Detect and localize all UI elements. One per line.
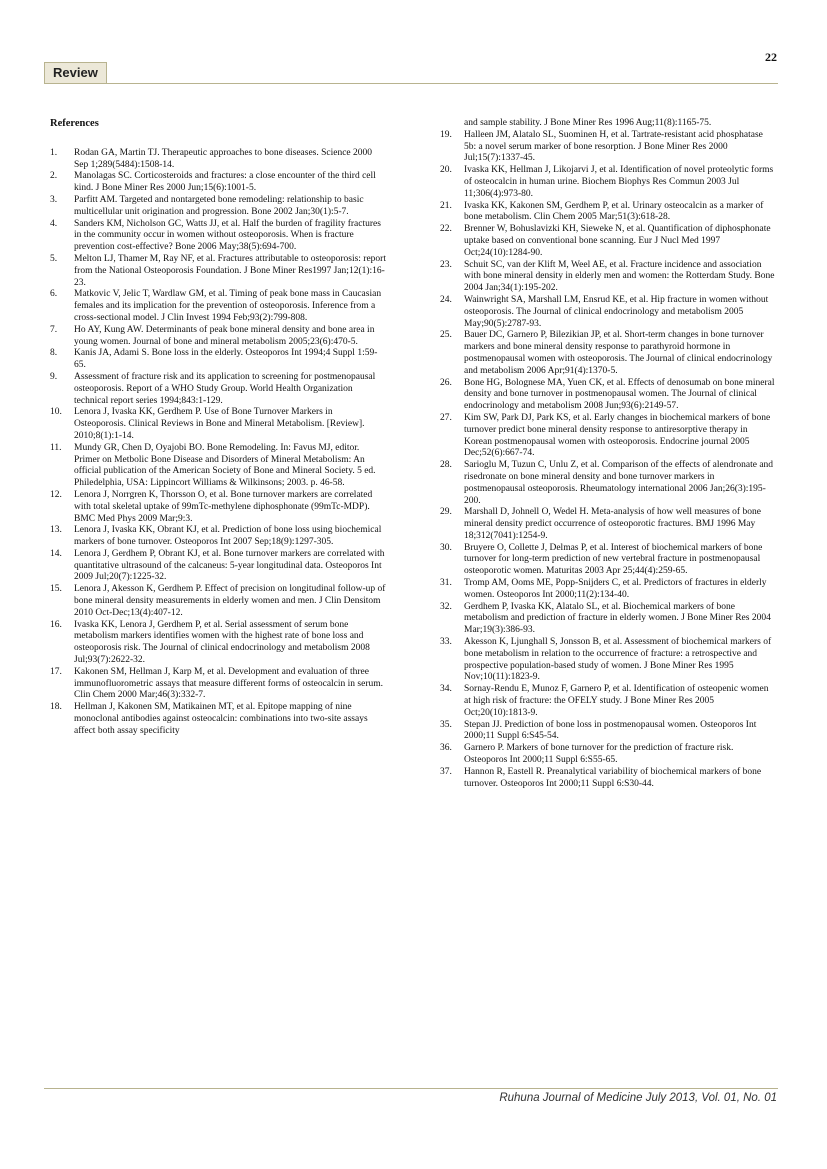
reference-number: 31.: [440, 578, 452, 589]
reference-text: Ivaska KK, Hellman J, Likojarvi J, et al. Identification of novel proteolytic forms of osteocalcin in human urine. Biochem Biophys Res Commun 2003 Jul 11;306(4):973-80.: [464, 165, 774, 199]
reference-number: 7.: [50, 324, 58, 335]
reference-text: Lenora J, Gerdhem P, Obrant KJ, et al. Bone turnover markers are correlated with quantitative ultrasound of the calcaneus: 5-year longitudinal data. Osteoporos Int 2009 Jul;20(7):1225-32.: [74, 548, 385, 583]
reference-item: [440, 224, 776, 259]
reference-text: Mundy GR, Chen D, Oyajobi BO. Bone Remodeling. In: Favus MJ, editor. Primer on Metbolic Bone Disease and Disorders of Mineral Metabolism: An official publication of the American Society of Bone and Mineral Society. 5 ed. Philedelphia, USA: Lippincort Williams & Wilkinsons; 2003. p. 46-58.: [74, 442, 376, 489]
reference-number: 6.: [50, 289, 58, 300]
reference-number: 8.: [50, 348, 58, 359]
reference-text: Sornay-Rendu E, Munoz F, Garnero P, et al. Identification of osteopenic women at high risk of fracture: the OFELY study. J Bone Miner Res 2005 Oct;20(10):1813-9.: [464, 684, 769, 718]
reference-text: Akesson K, Ljunghall S, Jonsson B, et al. Assessment of biochemical markers of bone metabolism in relation to the occurrence of fracture: a retrospective and prospective population-based study of women. J Bone Miner Res 1995 Nov;10(11):1823-9.: [464, 637, 772, 683]
reference-item: [50, 584, 386, 619]
left-column: [50, 118, 386, 738]
reference-item: [440, 767, 776, 791]
reference-number: 19.: [440, 129, 452, 140]
reference-text: Tromp AM, Ooms ME, Popp-Snijders C, et al. Predictors of fractures in elderly women. Osteoporos Int 2000;11(2):134-40.: [464, 578, 767, 600]
reference-item: [440, 602, 776, 637]
reference-number: 21.: [440, 200, 452, 211]
reference-item: [440, 330, 776, 377]
reference-list-left: [50, 148, 386, 738]
reference-item: [50, 254, 386, 289]
reference-number: 18.: [50, 702, 62, 713]
reference-number: 15.: [50, 584, 62, 595]
reference-text: Bauer DC, Garnero P, Bilezikian JP, et al. Short-term changes in bone turnover markers and bone mineral density response to parathyroid hormone in postmenopausal women with osteoporosis. The Journal of clinical endocrinology and metabolism 2006 Apr;91(4):1370-5.: [464, 330, 773, 376]
page-number: 22: [765, 50, 777, 64]
reference-text: Sarioglu M, Tuzun C, Unlu Z, et al. Comparison of the effects of alendronate and risedronate on bone mineral density and bone turnover markers in postmenopausal osteoporosis. Rheumatology international 2006 Jan;26(3):195-200.: [464, 460, 774, 506]
reference-number: 17.: [50, 666, 62, 677]
reference-text: Hannon R, Eastell R. Preanalytical variability of biochemical markers of bone turnover. Osteoporos Int 2000;11 Suppl 6:S30-44.: [464, 766, 762, 789]
reference-number: 37.: [440, 766, 452, 777]
reference-number: 34.: [440, 684, 452, 695]
reference-number: 3.: [50, 194, 58, 205]
reference-text: Manolagas SC. Corticosteroids and fractures: a close encounter of the third cell kind. J Bone Miner Res 2000 Jun;15(6):1001-5.: [74, 171, 376, 194]
reference-item: [50, 289, 386, 324]
journal-footer: Ruhuna Journal of Medicine July 2013, Vol. 01, No. 01: [499, 1092, 777, 1104]
reference-list-right: [440, 130, 776, 791]
reference-text: Kim SW, Park DJ, Park KS, et al. Early changes in biochemical markers of bone turnover predict bone mineral density response to antiresorptive therapy in Korean postmenopausal women with osteoporosis. Endocrine journal 2005 Dec;52(6):667-74.: [464, 412, 771, 459]
reference-item: [50, 443, 386, 490]
reference-number: 20.: [440, 165, 452, 176]
reference-continuation: and sample stability. J Bone Miner Res 1996 Aug;11(8):1165-75.: [464, 118, 712, 128]
reference-number: 12.: [50, 489, 62, 500]
reference-number: 36.: [440, 743, 452, 754]
reference-item: [440, 165, 776, 200]
reference-text: Sanders KM, Nicholson GC, Watts JJ, et al. Half the burden of fragility fractures in the community occur in women without osteoporosis. When is fracture prevention cost-effective? Bone 2006 May;38(5):694-700.: [74, 218, 381, 253]
footer-divider: [44, 1088, 778, 1089]
reference-item: [50, 171, 386, 195]
reference-item: [440, 507, 776, 542]
reference-item: [50, 407, 386, 442]
reference-number: 9.: [50, 371, 58, 382]
section-tag: Review: [44, 62, 107, 84]
reference-text: Schuit SC, van der Klift M, Weel AE, et al. Fracture incidence and association with bone mineral density in elderly men and women: the Rotterdam Study. Bone 2004 Jan;34(1):195-202.: [464, 259, 775, 294]
reference-text: Garnero P. Markers of bone turnover for the prediction of fracture risk. Osteoporos Int 2000;11 Suppl 6:S55-65.: [464, 743, 734, 766]
reference-text: Stepan JJ. Prediction of bone loss in postmenopausal women. Osteoporos Int 2000;11 Suppl 6:S45-54.: [464, 719, 757, 742]
reference-item: [50, 325, 386, 349]
reference-text: Parfitt AM. Targeted and nontargeted bone remodeling: relationship to basic multicellular unit origination and progression. Bone 2002 Jan;30(1):5-7.: [74, 194, 364, 217]
reference-number: 30.: [440, 542, 452, 553]
reference-text: Lenora J, Norrgren K, Thorsson O, et al. Bone turnover markers are correlated with total skeletal uptake of 99mTc-methylene diphosphonate (99mTc-MDP). BMC Med Phys 2009 Mar;9:3.: [74, 489, 373, 524]
reference-item: [440, 720, 776, 744]
reference-text: Bone HG, Bolognese MA, Yuen CK, et al. Effects of denosumab on bone mineral density and bone turnover in postmenopausal women. The Journal of clinical endocrinology and metabolism 2008 Jun;93(6):2149-57.: [464, 377, 775, 412]
reference-item: [50, 525, 386, 549]
reference-number: 13.: [50, 525, 62, 536]
reference-text: Marshall D, Johnell O, Wedel H. Meta-analysis of how well measures of bone mineral density predict occurrence of osteoporotic fractures. BMJ 1996 May 18;312(7041):1254-9.: [464, 507, 761, 541]
right-column: [440, 118, 776, 790]
reference-item: [440, 378, 776, 413]
reference-item: [440, 578, 776, 602]
reference-number: 11.: [50, 442, 62, 453]
reference-item: [440, 413, 776, 460]
header-divider: [44, 83, 778, 84]
reference-number: 14.: [50, 548, 62, 559]
reference-text: Lenora J, Akesson K, Gerdhem P. Effect of precision on longitudinal follow-up of bone mineral density measurements in elderly women and men. J Clin Densitom 2010 Oct-Dec;13(4):407-12.: [74, 584, 386, 618]
reference-item: [50, 490, 386, 525]
reference-item: [50, 667, 386, 702]
reference-text: Lenora J, Ivaska KK, Obrant KJ, et al. Prediction of bone loss using biochemical markers of bone turnover. Osteoporos Int 2007 Sep;18(9):1297-305.: [74, 525, 382, 548]
reference-text: Lenora J, Ivaska KK, Gerdhem P. Use of Bone Turnover Markers in Osteoporosis. Clinical Reviews in Bone and Mineral Metabolism. [Review]. 2010;8(1):1-14.: [74, 407, 365, 441]
reference-item: [50, 372, 386, 407]
reference-text: Kanis JA, Adami S. Bone loss in the elderly. Osteoporos Int 1994;4 Suppl 1:59-65.: [74, 348, 378, 371]
reference-text: Rodan GA, Martin TJ. Therapeutic approaches to bone diseases. Science 2000 Sep 1;289(5484):1508-14.: [74, 147, 373, 170]
reference-item: [440, 543, 776, 578]
reference-text: Hellman J, Kakonen SM, Matikainen MT, et al. Epitope mapping of nine monoclonal antibodies against osteocalcin: combinations into two-site assays affect both assay specificity: [74, 702, 368, 736]
reference-number: 32.: [440, 601, 452, 612]
reference-text: Ivaska KK, Kakonen SM, Gerdhem P, et al. Urinary osteocalcin as a marker of bone metabolism. Clin Chem 2005 Mar;51(3):618-28.: [464, 200, 764, 223]
reference-number: 26.: [440, 377, 452, 388]
reference-item: [50, 549, 386, 584]
reference-item: [50, 219, 386, 254]
reference-number: 33.: [440, 637, 452, 648]
reference-text: Bruyere O, Collette J, Delmas P, et al. Interest of biochemical markers of bone turnover for long-term prediction of new vertebral fracture in postmenopausal osteoporotic women. Maturitas 2003 Apr 25;44(4):259-65.: [464, 542, 763, 577]
reference-text: Brenner W, Bohuslavizki KH, Sieweke N, et al. Quantification of diphosphonate uptake based on conventional bone scanning. Eur J Nucl Med 1997 Oct;24(10):1284-90.: [464, 224, 771, 258]
reference-text: Kakonen SM, Hellman J, Karp M, et al. Development and evaluation of three immunofluorometric assays that measure different forms of osteocalcin in serum. Clin Chem 2000 Mar;46(3):332-7.: [74, 666, 384, 701]
reference-number: 28.: [440, 460, 452, 471]
reference-text: Melton LJ, Thamer M, Ray NF, et al. Fractures attributable to osteoporosis: report from the National Osteoporosis Foundation. J Bone Miner Res1997 Jan;12(1):16-23.: [74, 253, 386, 288]
reference-number: 5.: [50, 253, 58, 264]
reference-text: Gerdhem P, Ivaska KK, Alatalo SL, et al. Biochemical markers of bone metabolism and prediction of fracture in elderly women. J Bone Miner Res 2004 Mar;19(3):386-93.: [464, 601, 771, 636]
reference-number: 16.: [50, 619, 62, 630]
reference-number: 29.: [440, 507, 452, 518]
reference-item: [440, 260, 776, 295]
reference-number: 22.: [440, 224, 452, 235]
reference-number: 1.: [50, 147, 58, 158]
reference-item: [50, 148, 386, 172]
references-heading: References: [50, 118, 99, 129]
reference-text: Matkovic V, Jelic T, Wardlaw GM, et al. Timing of peak bone mass in Caucasian females and its implication for the prevention of osteoporosis. Inference from a cross-sectional model. J Clin Invest 1994 Feb;93(2):799-808.: [74, 289, 382, 323]
reference-text: Assessment of fracture risk and its application to screening for postmenopausal osteoporosis. Report of a WHO Study Group. World Health Organization technical report series 1994;843:1-129.: [74, 371, 376, 406]
reference-text: Wainwright SA, Marshall LM, Ensrud KE, et al. Hip fracture in women without osteoporosis. The Journal of clinical endocrinology and metabolism 2005 May;90(5):2787-93.: [464, 294, 769, 329]
reference-item: [440, 637, 776, 684]
reference-item: [50, 195, 386, 219]
reference-text: Ho AY, Kung AW. Determinants of peak bone mineral density and bone area in young women. Journal of bone and mineral metabolism 2005;23(6):470-5.: [74, 324, 375, 347]
reference-number: 27.: [440, 412, 452, 423]
reference-item: [440, 684, 776, 719]
reference-number: 4.: [50, 218, 58, 229]
reference-number: 23.: [440, 259, 452, 270]
reference-text: Ivaska KK, Lenora J, Gerdhem P, et al. Serial assessment of serum bone metabolism markers identifies women with the highest rate of bone loss and osteoporosis risk. The Journal of clinical endocrinology and metabolism 2008 Jul;93(7):2622-32.: [74, 619, 370, 666]
reference-number: 24.: [440, 294, 452, 305]
reference-number: 2.: [50, 171, 58, 182]
reference-item: [50, 702, 386, 737]
reference-number: 35.: [440, 719, 452, 730]
reference-item: [440, 295, 776, 330]
reference-text: Halleen JM, Alatalo SL, Suominen H, et al. Tartrate-resistant acid phosphatase 5b: a novel serum marker of bone resorption. J Bone Miner Res 2000 Jul;15(7):1337-45.: [464, 129, 763, 164]
reference-number: 10.: [50, 407, 62, 418]
reference-item: [440, 460, 776, 507]
reference-number: 25.: [440, 330, 452, 341]
reference-item: [50, 620, 386, 667]
reference-item: [440, 743, 776, 767]
reference-item: [440, 130, 776, 165]
reference-item: [50, 348, 386, 372]
reference-item: [440, 201, 776, 225]
